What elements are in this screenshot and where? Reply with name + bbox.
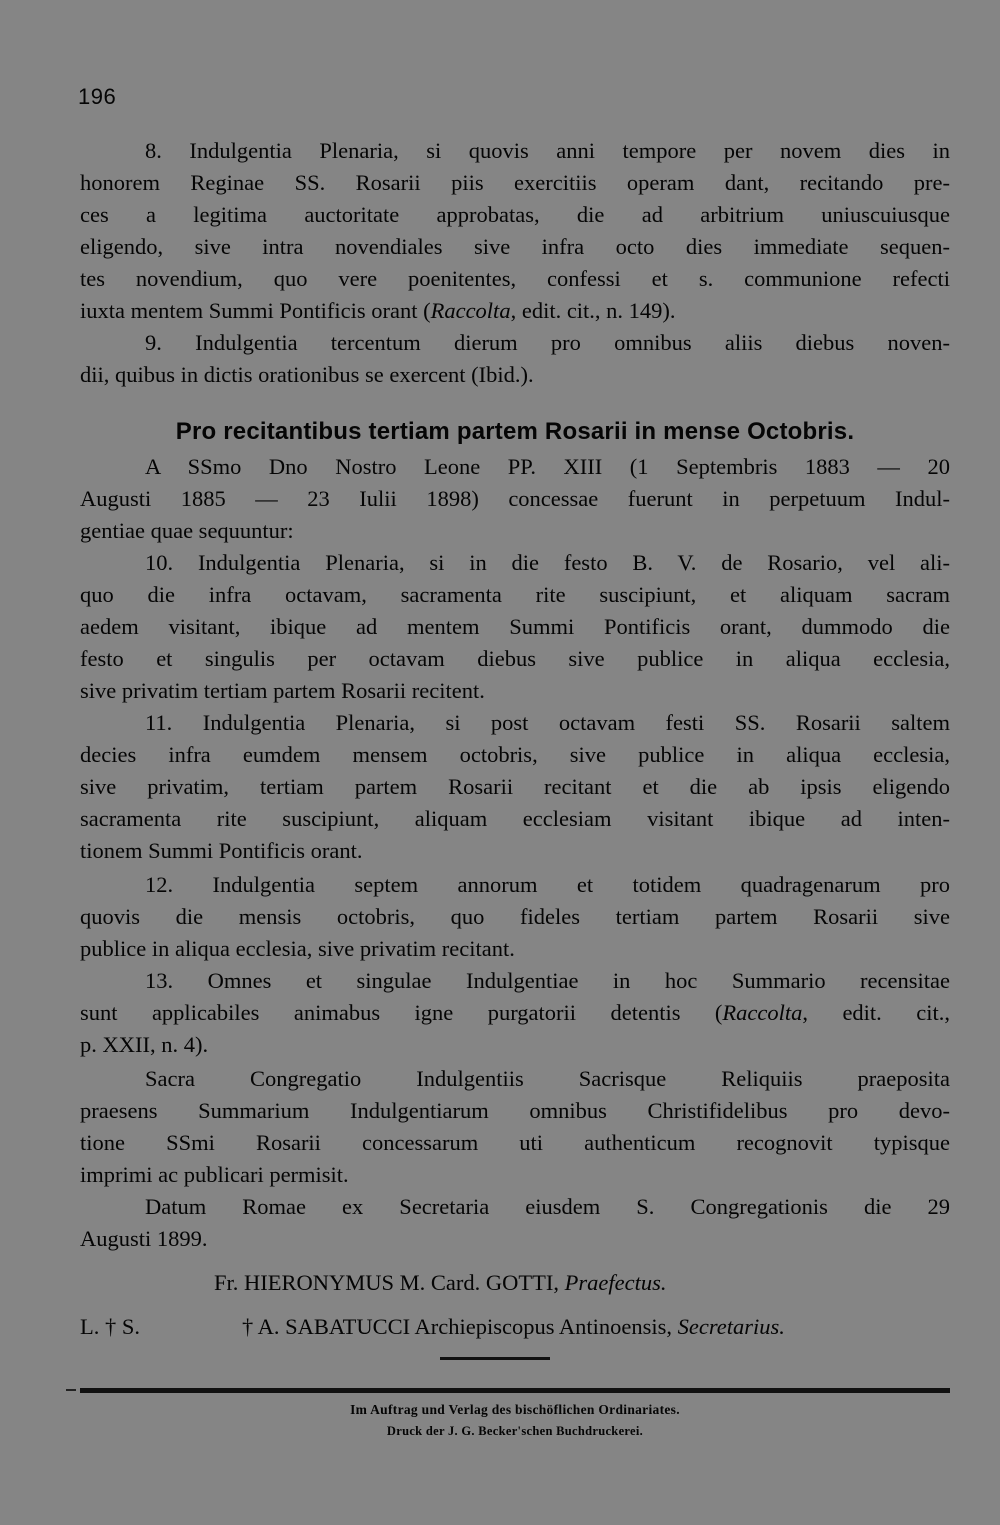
page-number: 196	[78, 84, 117, 109]
text-line: eligendo, sive intra novendiales sive infra octo dies immediate sequen-	[80, 234, 950, 259]
signature-secretary-title: Secretarius.	[677, 1314, 785, 1339]
signature-secretary	[242, 1312, 785, 1342]
text-line: Augusti 1885 — 23 Iulii 1898) concessae fuerunt in perpetuum Indul-	[80, 486, 950, 511]
text-line: 10. Indulgentia Plenaria, si in die festo B. V. de Rosario, vel ali-	[145, 550, 950, 575]
italic-citation: Raccolta	[722, 1000, 803, 1025]
text-line: p. XXII, n. 4).	[80, 1032, 209, 1057]
signature-prefect-name: Fr. HIERONYMUS M. Card. GOTTI,	[214, 1270, 565, 1295]
text-line: quo die infra octavam, sacramenta rite suscipiunt, et aliquam sacram	[80, 582, 950, 607]
rule-dash	[66, 1389, 76, 1391]
text-line: sacramenta rite suscipiunt, aliquam ecclesiam visitant ibique ad inten-	[80, 806, 950, 831]
text-line: 12. Indulgentia septem annorum et totidem quadragenarum pro	[145, 872, 950, 897]
text-fragment: , edit. cit.,	[802, 1000, 950, 1025]
text-line: Augusti 1899.	[80, 1226, 208, 1251]
text-line: aedem visitant, ibique ad mentem Summi Pontificis orant, dummodo die	[80, 614, 950, 639]
text-line: tionem Summi Pontificis orant.	[80, 838, 363, 863]
seal-mark: L. † S.	[80, 1314, 141, 1339]
text-line: 8. Indulgentia Plenaria, si quovis anni tempore per novem dies in	[145, 138, 950, 163]
text-line: dii, quibus in dictis orationibus se exercent (Ibid.).	[80, 362, 534, 387]
text-line: tes novendium, quo vere poenitentes, confessi et s. communione refecti	[80, 266, 950, 291]
text-line: 13. Omnes et singulae Indulgentiae in hoc Summario recensitae	[145, 968, 950, 993]
signature-secretary-name: † A. SABATUCCI Archiepiscopus Antinoensis,	[242, 1314, 678, 1339]
text-fragment: , edit. cit., n. 149).	[510, 298, 676, 323]
text-line: A SSmo Dno Nostro Leone PP. XIII (1 Septembris 1883 — 20	[145, 454, 950, 479]
imprint-line-1: Im Auftrag und Verlag des bischöflichen Ordinariates.	[350, 1402, 680, 1417]
text-line	[80, 998, 950, 1028]
section-heading: Pro recitantibus tertiam partem Rosarii in mense Octobris.	[175, 418, 855, 445]
text-line: honorem Reginae SS. Rosarii piis exercitiis operam dant, recitando pre-	[80, 170, 950, 195]
closing-rule	[440, 1357, 550, 1360]
text-line: 11. Indulgentia Plenaria, si post octavam festi SS. Rosarii saltem	[145, 710, 950, 735]
text-line: Datum Romae ex Secretaria eiusdem S. Congregationis die 29	[145, 1194, 950, 1219]
footer-rule	[80, 1388, 950, 1393]
text-line: sive privatim, tertiam partem Rosarii recitant et die ab ipsis eligendo	[80, 774, 950, 799]
signature-prefect	[214, 1268, 666, 1298]
signature-prefect-title: Praefectus.	[564, 1270, 667, 1295]
text-line: imprimi ac publicari permisit.	[80, 1162, 349, 1187]
italic-citation: Raccolta	[430, 298, 511, 323]
text-line: decies infra eumdem mensem octobris, sive publice in aliqua ecclesia,	[80, 742, 950, 767]
text-fragment: sunt applicabiles animabus igne purgatorii detentis (	[80, 1000, 723, 1025]
text-line: gentiae quae sequuntur:	[80, 518, 294, 543]
text-line: 9. Indulgentia tercentum dierum pro omnibus aliis diebus noven-	[145, 330, 950, 355]
text-line: festo et singulis per octavam diebus sive publice in aliqua ecclesia,	[80, 646, 950, 671]
text-line	[80, 296, 950, 326]
text-line: sive privatim tertiam partem Rosarii recitent.	[80, 678, 485, 703]
text-line: praesens Summarium Indulgentiarum omnibus Christifidelibus pro devo-	[80, 1098, 950, 1123]
text-fragment: iuxta mentem Summi Pontificis orant (	[80, 298, 431, 323]
text-line: publice in aliqua ecclesia, sive privatim recitant.	[80, 936, 515, 961]
text-line: quovis die mensis octobris, quo fideles tertiam partem Rosarii sive	[80, 904, 950, 929]
text-line: ces a legitima auctoritate approbatas, die ad arbitrium uniuscuiusque	[80, 202, 950, 227]
imprint-line-2: Druck der J. G. Becker'schen Buchdruckerei.	[386, 1424, 644, 1438]
text-line: tione SSmi Rosarii concessarum uti authenticum recognovit typisque	[80, 1130, 950, 1155]
text-line: Sacra Congregatio Indulgentiis Sacrisque Reliquiis praeposita	[145, 1066, 950, 1091]
